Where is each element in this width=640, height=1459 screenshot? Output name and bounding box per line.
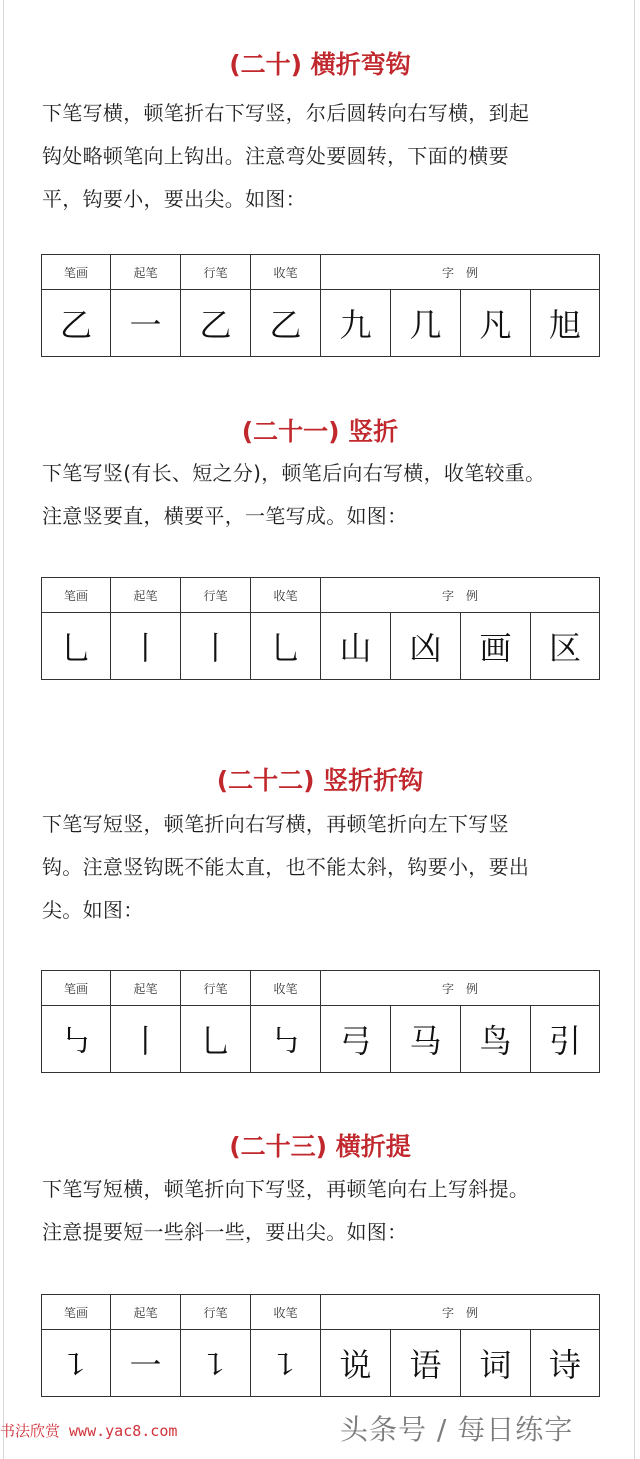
header-examples: 字 例 xyxy=(321,578,600,613)
section-title: (二十三) 横折提 xyxy=(229,1132,411,1161)
glyph-cell: 画 xyxy=(461,613,531,680)
glyph-cell: 丨 xyxy=(111,1006,181,1073)
header-stroke: 笔画 xyxy=(42,1295,111,1330)
glyph-cell: 九 xyxy=(321,290,391,357)
table-glyph-row xyxy=(42,1330,600,1397)
section-23 xyxy=(0,1130,640,1254)
stroke-table-20 xyxy=(41,254,600,357)
glyph-cell: 旭 xyxy=(531,290,600,357)
section-title: (二十二) 竖折折钩 xyxy=(216,766,424,795)
line: 下笔写横，顿笔折右下写竖，尔后圆转向右写横，到起 xyxy=(42,101,530,125)
glyph-cell: 丨 xyxy=(181,613,251,680)
line: 下笔写竖(有长、短之分)，顿笔后向右写横，收笔较重。 xyxy=(42,461,546,485)
glyph-cell: 鸟 xyxy=(461,1006,531,1073)
glyph-cell: 乙 xyxy=(251,290,321,357)
header-move: 行笔 xyxy=(181,1295,251,1330)
glyph-cell: 乚 xyxy=(181,1006,251,1073)
line: 平，钩要小，要出尖。如图： xyxy=(42,187,306,211)
glyph-cell: ㇊ xyxy=(42,1330,111,1397)
line: 下笔写短竖，顿笔折向右写横，再顿笔折向左下写竖 xyxy=(42,812,509,836)
line: 钩处略顿笔向上钩出。注意弯处要圆转，下面的横要 xyxy=(42,144,509,168)
glyph-cell: 乙 xyxy=(42,290,111,357)
stroke-table-22 xyxy=(41,970,600,1073)
header-stroke: 笔画 xyxy=(42,971,111,1006)
header-stroke: 笔画 xyxy=(42,578,111,613)
section-20 xyxy=(0,48,640,221)
glyph-cell: 马 xyxy=(391,1006,461,1073)
section-title: (二十) 横折弯钩 xyxy=(229,50,411,79)
line: 注意提要短一些斜一些，要出尖。如图： xyxy=(42,1220,408,1244)
section-21 xyxy=(0,415,640,538)
header-start: 起笔 xyxy=(111,1295,181,1330)
line: 下笔写短横，顿笔折向下写竖，再顿笔向右上写斜提。 xyxy=(42,1177,530,1201)
table-glyph-row xyxy=(42,1006,600,1073)
header-start: 起笔 xyxy=(111,971,181,1006)
glyph-cell: ㇊ xyxy=(251,1330,321,1397)
header-start: 起笔 xyxy=(111,578,181,613)
glyph-cell: 丨 xyxy=(111,613,181,680)
header-examples: 字 例 xyxy=(321,971,600,1006)
table-header-row xyxy=(42,971,600,1006)
stroke-table-21 xyxy=(41,577,600,680)
header-move: 行笔 xyxy=(181,971,251,1006)
glyph-cell: 引 xyxy=(531,1006,600,1073)
glyph-cell: 语 xyxy=(391,1330,461,1397)
glyph-cell: 几 xyxy=(391,290,461,357)
section-22 xyxy=(0,764,640,932)
stroke-table-23 xyxy=(41,1294,600,1397)
glyph-cell: 乚 xyxy=(251,613,321,680)
line: 钩。注意竖钩既不能太直，也不能太斜，钩要小，要出 xyxy=(42,855,530,879)
table-glyph-row xyxy=(42,290,600,357)
header-examples: 字 例 xyxy=(321,1295,600,1330)
line: 注意竖要直，横要平，一笔写成。如图： xyxy=(42,504,408,528)
table-header-row xyxy=(42,1295,600,1330)
header-move: 行笔 xyxy=(181,578,251,613)
glyph-cell: 区 xyxy=(531,613,600,680)
header-stroke: 笔画 xyxy=(42,255,111,290)
glyph-cell: ㇉ xyxy=(251,1006,321,1073)
glyph-cell: 乙 xyxy=(181,290,251,357)
glyph-cell: 一 xyxy=(111,1330,181,1397)
line: 尖。如图： xyxy=(42,898,144,922)
glyph-cell: 诗 xyxy=(531,1330,600,1397)
glyph-cell: ㇉ xyxy=(42,1006,111,1073)
glyph-cell: 词 xyxy=(461,1330,531,1397)
header-start: 起笔 xyxy=(111,255,181,290)
glyph-cell: 山 xyxy=(321,613,391,680)
glyph-cell: 乚 xyxy=(42,613,111,680)
section-title: (二十一) 竖折 xyxy=(241,417,399,446)
header-end: 收笔 xyxy=(251,971,321,1006)
site-footer-text: 书法欣赏 www.yac8.com xyxy=(0,1422,178,1440)
glyph-cell: 凡 xyxy=(461,290,531,357)
table-header-row xyxy=(42,578,600,613)
table-header-row xyxy=(42,255,600,290)
header-end: 收笔 xyxy=(251,1295,321,1330)
glyph-cell: 弓 xyxy=(321,1006,391,1073)
table-glyph-row xyxy=(42,613,600,680)
glyph-cell: 凶 xyxy=(391,613,461,680)
header-examples: 字 例 xyxy=(321,255,600,290)
glyph-cell: 一 xyxy=(111,290,181,357)
watermark-text: 头条号 / 每日练字 xyxy=(340,1413,574,1446)
glyph-cell: 说 xyxy=(321,1330,391,1397)
header-move: 行笔 xyxy=(181,255,251,290)
header-end: 收笔 xyxy=(251,578,321,613)
header-end: 收笔 xyxy=(251,255,321,290)
glyph-cell: ㇊ xyxy=(181,1330,251,1397)
